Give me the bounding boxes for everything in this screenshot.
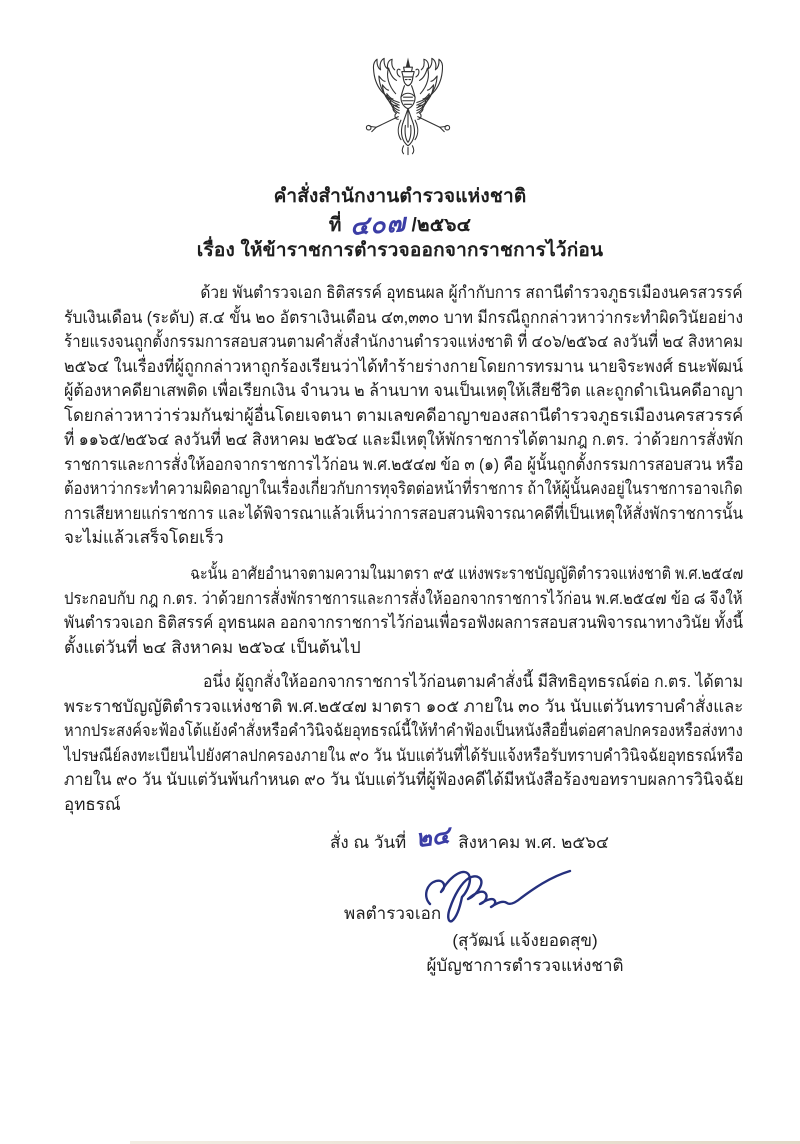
paragraph-1-line: ร้ายแรงจนถูกตั้งกรรมการสอบสวนตามคำสั่งสำนักงานตำรวจแห่งชาติ ที่ ๔๐๖/๒๕๖๔ ลงวันที่ ๒๔ สิงหาคม [64,332,744,351]
paragraph-1-line: ๒๕๖๔ ในเรื่องที่ผู้ถูกกล่าวหาถูกร้องเรียนว่าได้ทำร้ายร่างกายโดยการทรมาน นายจิระพงศ์ ธนะพัฒน์ [64,356,743,376]
garuda-emblem [355,54,461,174]
document-title: คำสั่งสำนักงานตำรวจแห่งชาติ [273,186,527,207]
signature-scribble [418,860,578,935]
order-date-prefix: สั่ง ณ วันที่ [330,833,407,852]
order-date-suffix: สิงหาคม พ.ศ. ๒๕๖๔ [458,833,609,852]
signer-title: ผู้บัญชาการตำรวจแห่งชาติ [426,956,624,975]
order-number-year: /๒๕๖๔ [411,215,472,236]
paragraph-2-line: ตั้งแต่วันที่ ๒๔ สิงหาคม ๒๕๖๔ เป็นต้นไป [64,637,361,657]
paragraph-1-line: ต้องหาว่ากระทำความผิดอาญาในเรื่องเกี่ยวกับการทุจริตต่อหน้าที่ราชการ ถ้าให้ผู้นั้นคงอยู่ในราชการอาจเกิด [64,479,743,498]
paragraph-3-line: ไปรษณีย์ลงทะเบียนไปยังศาลปกครองภายใน ๙๐ วัน นับแต่วันที่ได้รับแจ้งหรือรับทราบคำวินิจฉัยอุทธรณ์หรือ [64,745,744,765]
paragraph-1-line: ด้วย พันตำรวจเอก ธิติสรรค์ อุทธนผล ผู้กำกับการ สถานีตำรวจภูธรเมืองนครสวรรค์ [200,283,743,302]
order-number-handwritten: ๔๐๗ [348,209,407,241]
order-number-line [0,210,800,239]
paragraph-2-line: ประกอบกับ กฎ ก.ตร. ว่าด้วยการสั่งพักราชการและการสั่งให้ออกจากราชการไว้ก่อน พ.ศ.๒๕๔๗ ข้อ ๘ จึงให้ [64,588,743,608]
paragraph-3-line: ภายใน ๙๐ วัน นับแต่วันพ้นกำหนด ๙๐ วัน นับแต่วันที่ผู้ฟ้องคดีได้มีหนังสือร้องขอทราบผลการวินิจฉัย [64,770,744,789]
order-number-prefix: ที่ [328,215,342,236]
document-subject: เรื่อง ให้ข้าราชการตำรวจออกจากราชการไว้ก่อน [196,240,604,261]
paragraph-1-line: ราชการและการสั่งให้ออกจากราชการไว้ก่อน พ.ศ.๒๕๔๗ ข้อ ๓ (๑) คือ ผู้นั้นถูกตั้งกรรมการสอบสวน หรือ [64,454,744,474]
signature-block [300,860,720,978]
paragraph-1-line: จะไม่แล้วเสร็จโดยเร็ว [64,528,224,547]
paragraph-3 [64,670,743,817]
paragraph-1 [64,281,743,551]
paragraph-2-line: ฉะนั้น อาศัยอำนาจตามความในมาตรา ๙๕ แห่งพระราชบัญญัติตำรวจแห่งชาติ พ.ศ.๒๕๔๗ [190,564,744,583]
paragraph-1-line: การเสียหายแก่ราชการ และได้พิจารณาแล้วเห็นว่าการสอบสวนพิจารณาคดีที่เป็นเหตุให้สั่งพักราชการนั้น [64,503,743,523]
paragraph-2 [64,562,743,660]
paragraph-3-line: อนึ่ง ผู้ถูกสั่งให้ออกจากราชการไว้ก่อนตามคำสั่งนี้ มีสิทธิอุทธรณ์ต่อ ก.ตร. ได้ตาม [202,672,744,691]
paragraph-3-line: หากประสงค์จะฟ้องโต้แย้งคำสั่งหรือคำวินิจฉัยอุทธรณ์นี้ให้ทำคำฟ้องเป็นหนังสือยื่นต่อศาลปกครองหรือส่งทาง [64,721,743,740]
order-date-handwritten-day: ๒๔ [414,821,452,854]
signer-name: (สุวัฒน์ แจ้งยอดสุข) [452,931,598,950]
paragraph-3-line: พระราชบัญญัติตำรวจแห่งชาติ พ.ศ.๒๕๔๗ มาตรา ๑๐๕ ภายใน ๓๐ วัน นับแต่วันทราบคำสั่งและ [64,696,744,716]
signer-rank: พลตำรวจเอก [344,904,442,923]
order-date-line [330,820,609,859]
paragraph-1-line: ที่ ๑๑๖๕/๒๕๖๔ ลงวันที่ ๒๔ สิงหาคม ๒๕๖๔ และมีเหตุให้พักราชการได้ตามกฎ ก.ตร. ว่าด้วยการสั่งพัก [64,430,744,449]
paragraph-1-line: รับเงินเดือน (ระดับ) ส.๔ ขั้น ๒๐ อัตราเงินเดือน ๔๓,๓๓๐ บาท มีกรณีถูกกล่าวหาว่ากระทำผิดวินัยอย่าง [64,307,744,327]
paragraph-3-line: อุทธรณ์ [64,794,121,814]
paragraph-1-line: โดยกล่าวหาว่าร่วมกันฆ่าผู้อื่นโดยเจตนา ตามเลขคดีอาญาของสถานีตำรวจภูธรเมืองนครสวรรค์ [64,405,744,425]
paragraph-1-line: ผู้ต้องหาคดียาเสพติด เพื่อเรียกเงิน จำนวน ๒ ล้านบาท จนเป็นเหตุให้เสียชีวิต และถูกดำเนินคดีอาญา [64,381,744,400]
paragraph-2-line: พันตำรวจเอก ธิติสรรค์ อุทธนผล ออกจากราชการไว้ก่อนเพื่อรอฟังผลการสอบสวนพิจารณาทางวินัย ทั้งนี้ [64,613,744,632]
